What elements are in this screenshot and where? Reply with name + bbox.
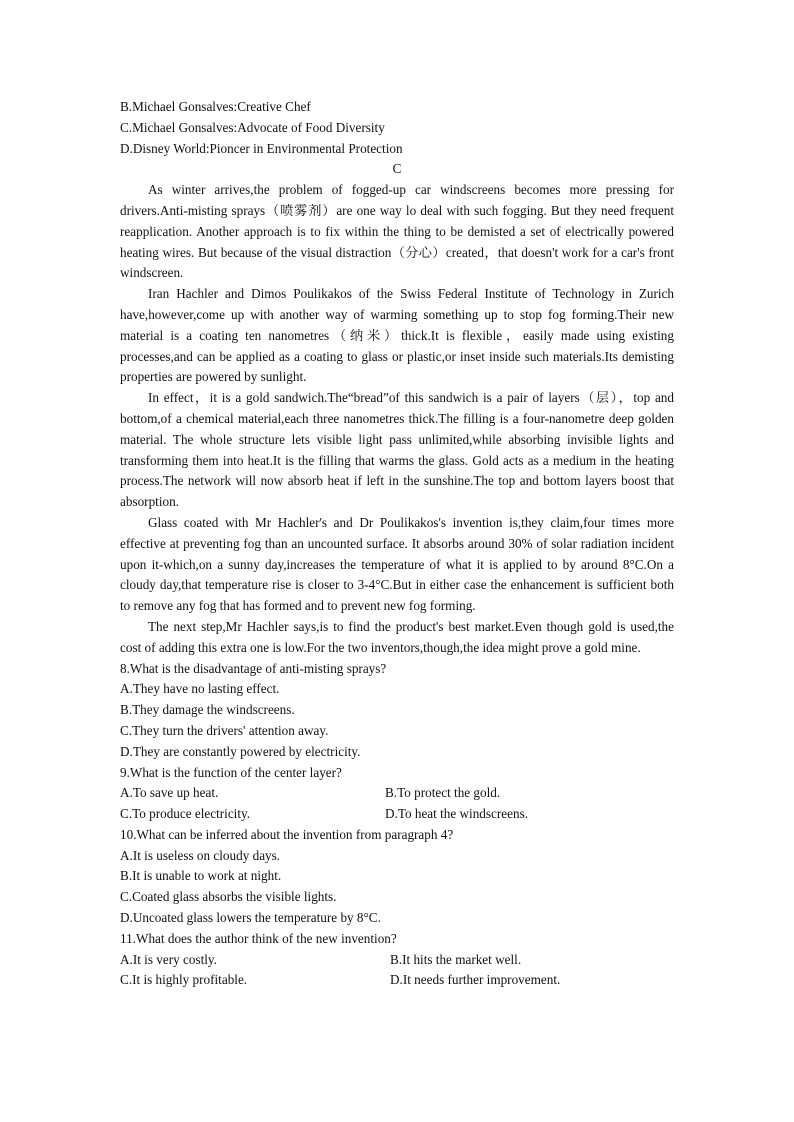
option-d: D.Uncoated glass lowers the temperature by 8°C. <box>120 910 381 926</box>
option-row <box>120 950 674 971</box>
option-c: C.Coated glass absorbs the visible lights. <box>120 889 337 905</box>
option-d: D.To heat the windscreens. <box>385 806 528 822</box>
prev-option-d: D.Disney World:Pioncer in Environmental Protection <box>120 140 403 156</box>
passage-paragraph-1: As winter arrives,the problem of fogged-up car windscreens becomes more pressing for drivers.Anti-misting sprays（喷雾剂）are one way lo deal with such fogging. But they need frequent reapplication. Another approach is to fix within the thing to be demisted a set of electrically powered heating wires. But because of the visual distraction（分心）created，that doesn't work for a car's front windscreen. <box>120 182 674 281</box>
question-stem: 9.What is the function of the center layer? <box>120 764 342 780</box>
option-a: A.They have no lasting effect. <box>120 681 280 697</box>
question-stem: 8.What is the disadvantage of anti-misting sprays? <box>120 660 387 676</box>
option-c: C.They turn the drivers' attention away. <box>120 722 329 738</box>
passage-paragraph-4: Glass coated with Mr Hachler's and Dr Poulikakos's invention is,they claim,four times more effective at preventing fog than an uncounted surface. It absorbs around 30% of solar radiation incident upon it-which,on a sunny day,increases the temperature of what it is applied to by around 8°C.On a cloudy day,that temperature rise is closer to 3-4°C.But in either case the enhancement is sufficient both to remove any fog that has formed and to prevent new fog forming. <box>120 514 674 614</box>
question-9 <box>120 763 674 825</box>
option-a: A.It is very costly. <box>120 951 217 967</box>
option-b: B.It hits the market well. <box>390 951 522 967</box>
option-b: B.To protect the gold. <box>385 785 501 801</box>
option-row <box>120 804 674 825</box>
passage-paragraph-5: The next step,Mr Hachler says,is to find the product's best market.Even though gold is used,the cost of adding this extra one is low.For the two inventors,though,the idea might prove a gold mine. <box>120 618 674 655</box>
passage-paragraph-2: Iran Hachler and Dimos Poulikakos of the Swiss Federal Institute of Technology in Zurich have,however,come up with another way of warming something up to stop fog forming.Their new material is a coating ten nanometres（纳米）thick.It is flexible，easily made using existing processes,and can be applied as a coating to glass or plastic,or inset inside such materials.Its demisting properties are powered by sunlight. <box>120 286 674 385</box>
section-label: C <box>392 161 402 177</box>
option-d: D.It needs further improvement. <box>390 972 561 988</box>
question-stem: 10.What can be inferred about the invention from paragraph 4? <box>120 826 454 842</box>
option-b: B.They damage the windscreens. <box>120 702 295 718</box>
option-b: B.It is unable to work at night. <box>120 868 282 884</box>
question-8 <box>120 659 674 763</box>
option-a: A.To save up heat. <box>120 785 219 801</box>
option-c: C.It is highly profitable. <box>120 972 248 988</box>
option-a: A.It is useless on cloudy days. <box>120 847 281 863</box>
passage-paragraph-3: In effect，it is a gold sandwich.The“bread”of this sandwich is a pair of layers（层），top and bottom,of a chemical material,each three nanometres thick.The filling is a four-nanometre deep golden material. The whole structure lets visible light pass unlimited,while absorbing invisible lights and transforming them into heat.It is the filling that warms the glass. Gold acts as a medium in the heating process.The network will now absorb heat if left in the sunshine.The top and bottom layers boost that absorption. <box>120 390 674 510</box>
option-row <box>120 970 674 991</box>
option-c: C.To produce electricity. <box>120 806 251 822</box>
question-10 <box>120 825 674 929</box>
prev-option-c: C.Michael Gonsalves:Advocate of Food Diversity <box>120 119 385 135</box>
question-stem: 11.What does the author think of the new invention? <box>120 930 397 946</box>
option-row <box>120 783 674 804</box>
question-11 <box>120 929 674 991</box>
option-d: D.They are constantly powered by electricity. <box>120 743 361 759</box>
prev-option-b: B.Michael Gonsalves:Creative Chef <box>120 99 311 114</box>
